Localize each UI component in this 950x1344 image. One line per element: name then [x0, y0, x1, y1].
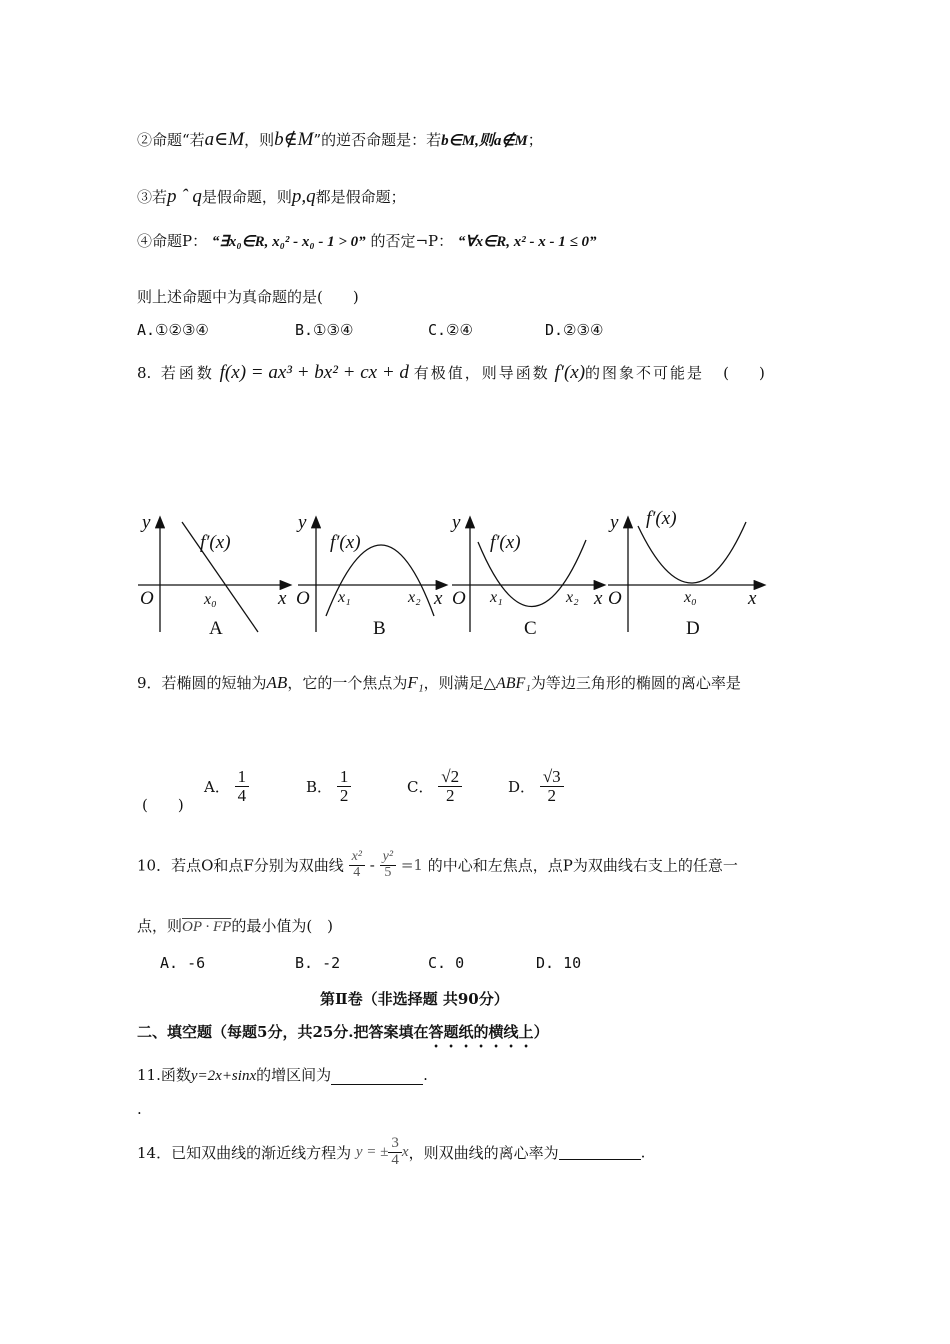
q9-option-a-fraction: $\frac{1}{4}$	[235, 768, 250, 805]
q7-item4: ④命题P： “∃x₀∈R, x₀² - x₀ - 1 > 0” 的否定¬P： “∀x∈R, x² - x - 1 ≤ 0”	[137, 232, 597, 250]
q7-stem: 则上述命题中为真命题的是( )	[137, 288, 359, 306]
graph-a-caption: A	[209, 618, 223, 639]
graph-b-caption: B	[373, 618, 386, 639]
q10-option-b: B. -2	[295, 954, 341, 972]
q8-stem: 8. 若函数 f(x) = ax³ + bx² + cx + d 有极值，则导函数 f′(x)的图象不可能是 ( )	[137, 362, 765, 383]
q14-fraction: $\frac{3}{4}$	[388, 1136, 402, 1169]
q10-frac-y: $\frac{\text{y²}}{5}$	[380, 850, 396, 880]
q9-option-d-fraction: $\frac{√3}{2}$	[540, 768, 564, 805]
q11-answer-blank[interactable]	[331, 1068, 423, 1085]
graph-d-x-label: x	[748, 588, 757, 609]
graph-d-origin: O	[608, 588, 622, 609]
graph-b-origin: O	[296, 588, 310, 609]
q10-vector: OP · FP	[182, 919, 232, 935]
q10-option-c: C. 0	[428, 954, 465, 972]
q9-option-b-fraction: $\frac{1}{2}$	[337, 768, 352, 805]
graph-b-y-label: y	[298, 512, 307, 533]
q7-option-a: A.①②③④	[137, 321, 209, 339]
q9-paren: ( )	[142, 796, 184, 814]
section2-heading: 二、填空题（每题5分，共25分.把答案填在答题纸的横线上）	[137, 1023, 549, 1041]
graph-d-curve	[638, 522, 746, 583]
part2-title: 第Ⅱ卷（非选择题 共90分）	[320, 990, 509, 1008]
graph-d-caption: D	[686, 618, 700, 639]
q10-option-d: D. 10	[536, 954, 582, 972]
q8-graphs	[130, 500, 770, 650]
q11: 11.函数y=2x+sinx的增区间为 .	[137, 1066, 428, 1084]
q10-stem-line1: 10．若点O和点F分别为双曲线 $\frac{\text{x²}}{4}$ - $\frac{\text{y²}}{5}$ =1 的中心和左焦点，点P为双曲线右支上的任意一	[137, 849, 738, 880]
graph-c-origin: O	[452, 588, 466, 609]
graph-a-tick-x0: x₀	[204, 591, 217, 608]
stray-dot: .	[137, 1100, 142, 1118]
q10-stem-line2: 点，则OP · FP的最小值为( )	[137, 917, 334, 935]
q9-option-c: C． $\frac{√2}{2}$	[407, 768, 462, 805]
q10-option-a: A. -6	[160, 954, 206, 972]
q9-option-a: A． $\frac{1}{4}$	[204, 768, 249, 805]
q7-option-b: B.①③④	[295, 321, 354, 339]
q7-item3: ③若p ˆ q是假命题，则p,q都是假命题；	[137, 186, 406, 207]
q7-option-d: D.②③④	[545, 321, 604, 339]
q9-stem: 9．若椭圆的短轴为AB，它的一个焦点为F₁，则满足△ABF₁为等边三角形的椭圆的离心率是	[137, 673, 741, 692]
graph-d-y-label: y	[610, 512, 619, 533]
graph-a-x-label: x	[278, 588, 287, 609]
q9-option-d: D． $\frac{√3}{2}$	[508, 768, 564, 805]
graph-b-x-label: x	[434, 588, 443, 609]
graph-d-fx-label: f′(x)	[646, 508, 677, 529]
q9-option-c-fraction: $\frac{√2}{2}$	[438, 768, 462, 805]
graph-b-tick-x2: x₂	[408, 589, 421, 606]
q14: 14．已知双曲线的渐近线方程为 y = ± $\frac{3}{4}$ x，则双曲线的离心率为 .	[137, 1135, 646, 1168]
q9-option-b: B． $\frac{1}{2}$	[306, 768, 351, 805]
graph-b-tick-x1: x₁	[338, 589, 351, 606]
graph-c-caption: C	[524, 618, 537, 639]
graph-a-origin: O	[140, 588, 154, 609]
graph-c-fx-label: f′(x)	[490, 532, 521, 553]
q7-item2: ②命题“若a∈M，则b∉M”的逆否命题是：若b∈M,则a∉M；	[137, 129, 543, 150]
graph-b-fx-label: f′(x)	[330, 532, 361, 553]
graph-d-tick-x0: x₀	[684, 589, 697, 606]
q10-frac-x: $\frac{\text{x²}}{4}$	[349, 850, 365, 880]
graph-a-y-label: y	[142, 512, 151, 533]
q14-answer-blank[interactable]	[559, 1145, 641, 1160]
q7-option-c: C.②④	[428, 321, 473, 339]
graph-c-x-label: x	[594, 588, 603, 609]
graph-a-fx-label: f′(x)	[200, 532, 231, 553]
graph-c-tick-x2: x₂	[566, 589, 579, 606]
graph-c-y-label: y	[452, 512, 461, 533]
graph-c-tick-x1: x₁	[490, 589, 503, 606]
